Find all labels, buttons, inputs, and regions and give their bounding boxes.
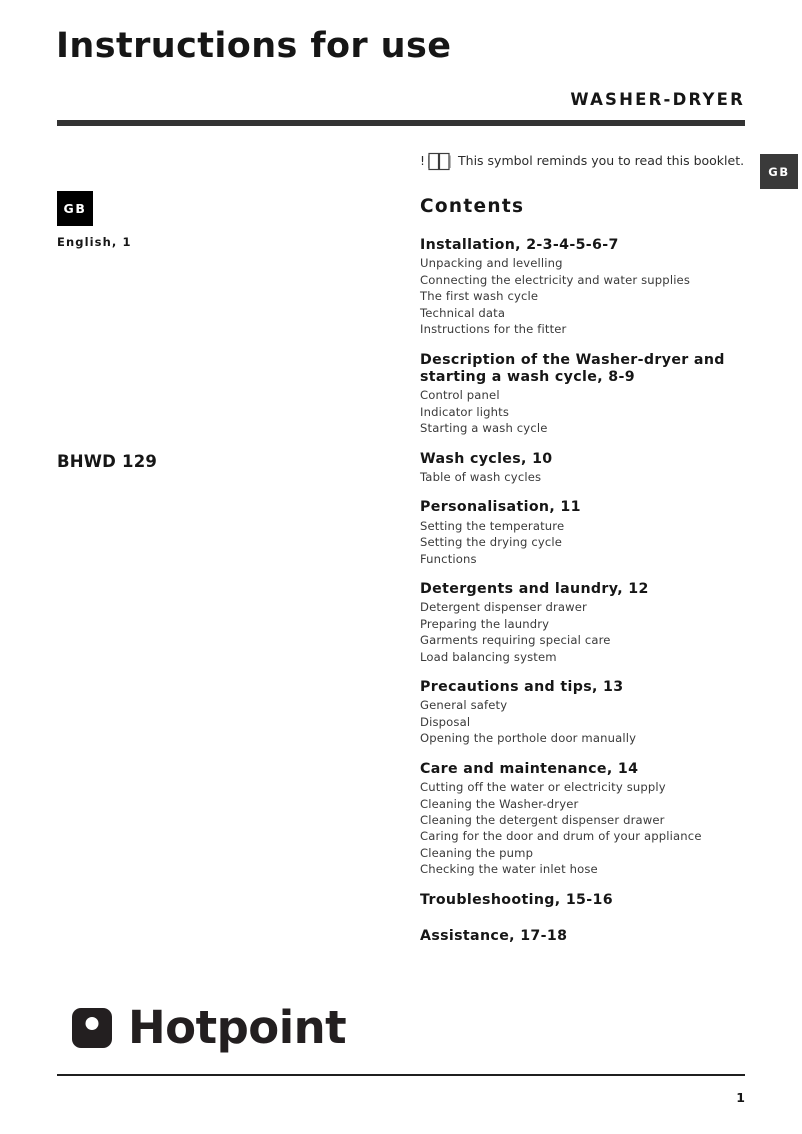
- toc-section-title[interactable]: Description of the Washer-dryer and starting a wash cycle, 8-9: [420, 351, 725, 385]
- toc-section-title[interactable]: Precautions and tips, 13: [420, 679, 624, 696]
- toc-item[interactable]: Detergent dispenser drawer: [420, 600, 587, 615]
- toc-item[interactable]: Connecting the electricity and water supplies: [420, 272, 691, 287]
- toc-section-title[interactable]: Care and maintenance, 14: [420, 760, 639, 777]
- toc-item[interactable]: Table of wash cycles: [420, 469, 542, 484]
- header-divider: [57, 120, 745, 126]
- brand-name: Hotpoint: [128, 1001, 347, 1054]
- footer-divider: [57, 1074, 745, 1076]
- toc-list: [420, 237, 750, 945]
- toc-section: [420, 761, 750, 878]
- toc-section-title[interactable]: Installation, 2-3-4-5-6-7: [420, 237, 619, 253]
- toc-item[interactable]: Control panel: [420, 388, 500, 403]
- symbol-note-text: This symbol reminds you to read this booklet.: [458, 153, 745, 168]
- toc-item[interactable]: The first wash cycle: [420, 289, 539, 304]
- toc-section: [420, 581, 750, 665]
- contents-block: [420, 196, 750, 964]
- toc-item[interactable]: Starting a wash cycle: [420, 421, 548, 436]
- toc-item[interactable]: Functions: [420, 551, 477, 566]
- toc-section: [420, 679, 750, 747]
- toc-section-title[interactable]: Personalisation, 11: [420, 499, 581, 516]
- toc-section: [420, 499, 750, 567]
- toc-item[interactable]: Cleaning the Washer-dryer: [420, 796, 579, 811]
- toc-section: [420, 892, 750, 909]
- toc-item[interactable]: Setting the drying cycle: [420, 535, 563, 550]
- language-line: English, 1: [57, 235, 132, 249]
- toc-item[interactable]: Preparing the laundry: [420, 616, 550, 631]
- toc-section: [420, 352, 750, 437]
- page-title: Instructions for use: [56, 26, 452, 66]
- product-type-label: WASHER-DRYER: [570, 90, 745, 109]
- toc-item[interactable]: Load balancing system: [420, 649, 557, 664]
- toc-item[interactable]: Technical data: [420, 305, 506, 320]
- toc-section: [420, 237, 750, 338]
- hotpoint-mark-icon: [72, 1008, 112, 1048]
- page-number: 1: [736, 1090, 745, 1105]
- toc-item[interactable]: Instructions for the fitter: [420, 322, 567, 337]
- toc-item[interactable]: Cutting off the water or electricity supply: [420, 780, 666, 795]
- toc-item[interactable]: Caring for the door and drum of your appliance: [420, 829, 702, 844]
- toc-item[interactable]: Indicator lights: [420, 404, 510, 419]
- toc-item[interactable]: Opening the porthole door manually: [420, 731, 637, 746]
- toc-item[interactable]: Setting the temperature: [420, 518, 565, 533]
- toc-section: [420, 451, 750, 486]
- toc-item[interactable]: Checking the water inlet hose: [420, 862, 598, 877]
- model-number: BHWD 129: [57, 452, 158, 471]
- toc-item[interactable]: Disposal: [420, 714, 471, 729]
- language-badge: GB: [57, 191, 93, 226]
- toc-item[interactable]: Cleaning the pump: [420, 845, 534, 860]
- toc-section-title[interactable]: Troubleshooting, 15-16: [420, 891, 613, 908]
- symbol-note: [420, 151, 744, 170]
- exclamation-mark: !: [420, 153, 426, 168]
- toc-section-title[interactable]: Detergents and laundry, 12: [420, 581, 649, 597]
- brand-logo: [72, 1001, 347, 1054]
- toc-section-title[interactable]: Wash cycles, 10: [420, 450, 553, 467]
- toc-item[interactable]: Cleaning the detergent dispenser drawer: [420, 813, 665, 828]
- toc-item[interactable]: General safety: [420, 698, 508, 713]
- toc-section: [420, 928, 750, 945]
- corner-language-badge: GB: [760, 154, 798, 189]
- toc-item[interactable]: Unpacking and levelling: [420, 256, 563, 271]
- toc-item[interactable]: Garments requiring special care: [420, 633, 611, 648]
- open-book-icon: [428, 152, 452, 171]
- toc-section-title[interactable]: Assistance, 17-18: [420, 928, 568, 945]
- contents-heading: Contents: [420, 196, 525, 217]
